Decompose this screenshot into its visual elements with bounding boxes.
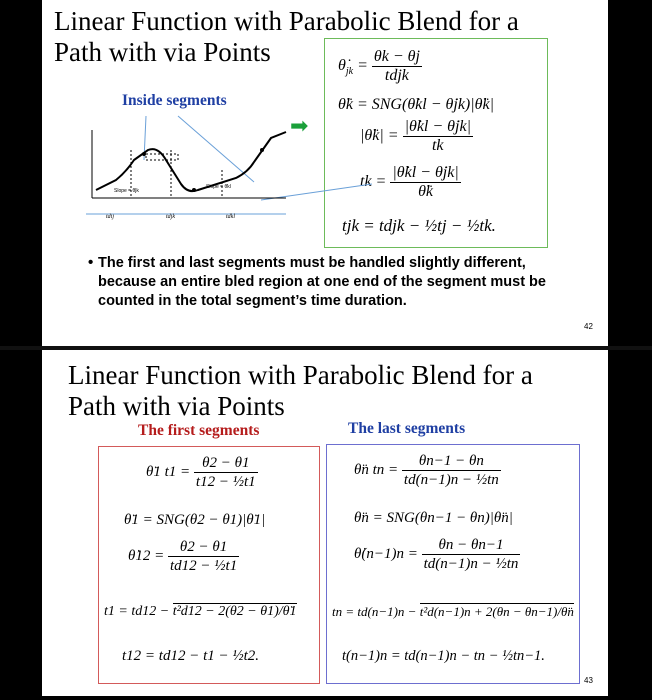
last-eq1-denominator: td(n−1)n − ½tn <box>403 472 499 488</box>
time-label: tdij <box>106 214 115 220</box>
last-eq1-lhs: θ̈n tn = <box>354 461 399 478</box>
via-point <box>260 148 264 152</box>
equation-tjk: tjk = tdjk − ½tj − ½tk. <box>342 216 496 235</box>
slide-43 <box>42 350 608 696</box>
last-eq3-numerator: θn − θn−1 <box>422 536 521 555</box>
via-point <box>192 188 196 192</box>
last-eq1 <box>354 452 501 489</box>
last-eq4-radical: t²d(n−1)n + 2(θn − θn−1)/θ̈n <box>419 604 574 619</box>
bullet-icon: • <box>88 254 94 271</box>
last-eq3 <box>354 536 520 573</box>
inside-segments-label: Inside segments <box>122 92 227 109</box>
last-eq1-numerator: θn−1 − θn <box>402 452 501 471</box>
last-eq4-lhs: tn = td(n−1)n − <box>332 604 417 619</box>
first-eq1-numerator: θ2 − θ1 <box>194 454 258 473</box>
first-eq5: t12 = td12 − t1 − ½t2. <box>122 648 260 664</box>
title-line-2: Path with via Points <box>68 391 285 421</box>
first-eq4 <box>104 604 297 620</box>
eq3-lhs: |θ̈k| = <box>360 127 399 145</box>
slope-right-label: Slope = θ̇kl <box>206 184 231 190</box>
last-eq4 <box>332 604 574 620</box>
last-eq3-lhs: θ̇(n−1)n = <box>354 545 418 562</box>
eq4-lhs: tk = <box>360 173 387 191</box>
first-eq3 <box>128 538 239 575</box>
title-line-2: Path with via Points <box>54 37 271 67</box>
first-eq3-denominator: td12 − ½t1 <box>170 558 238 574</box>
eq4-numerator: |θ̇kl − θ̇jk| <box>392 164 459 181</box>
slope-left-label: Slope = θ̇jk <box>114 188 139 194</box>
time-label: tdkl <box>226 214 235 220</box>
last-eq5: t(n−1)n = td(n−1)n − tn − ½tn−1. <box>342 648 545 664</box>
eq1-numerator: θk − θj <box>373 48 420 65</box>
first-eq1-lhs: θ̈1 t1 = <box>146 463 191 480</box>
eq3-numerator: |θ̇kl − θ̇jk| <box>404 118 471 135</box>
first-eq2: θ̈1 = SNG(θ2 − θ1)|θ̈1| <box>124 512 266 528</box>
first-eq1-denominator: t12 − ½t1 <box>195 474 256 490</box>
time-label: tdjk <box>166 214 175 220</box>
title-line-1: Linear Function with Parabolic Blend for a <box>54 6 519 36</box>
page-number: 42 <box>584 322 593 331</box>
page-number: 43 <box>584 676 593 685</box>
equation-abs-theta-ddot <box>360 118 473 155</box>
last-eq3-denominator: td(n−1)n − ½tn <box>423 556 519 572</box>
last-segments-label: The last segments <box>348 420 466 437</box>
first-eq3-lhs: θ̇12 = <box>128 547 165 564</box>
eq1-denominator: tdjk <box>384 67 409 84</box>
first-eq4-radical: t²d12 − 2(θ2 − θ1)/θ̈1 <box>172 604 297 619</box>
eq4-denominator: θ̈k <box>418 183 434 200</box>
bullet-text: The first and last segments must be handled slightly different, because an entire bled region at one end of the segment must be counted in the total segment’s time duration. <box>98 255 546 309</box>
first-eq4-lhs: t1 = td12 − <box>104 604 170 619</box>
arrow-right-icon: ➡ <box>290 114 309 139</box>
first-eq3-numerator: θ2 − θ1 <box>168 538 239 557</box>
trajectory-curve <box>96 132 286 191</box>
pointer-line <box>178 116 254 182</box>
slide-title <box>68 360 533 422</box>
parabolic-blend-diagram <box>86 110 376 240</box>
title-line-1: Linear Function with Parabolic Blend for a <box>68 360 533 390</box>
last-eq2: θ̈n = SNG(θn−1 − θn)|θ̈n| <box>354 510 513 526</box>
equation-theta-dot-jk: $\thetȧ_{jk}$ = $\frac{\theta k - \theta j}{\text{tdjk}}$ <box>338 48 420 84</box>
first-eq1 <box>146 454 258 491</box>
equation-theta-ddot-k: θ̈k = SNG(θ̇kl − θ̇jk)|θ̈k| <box>338 96 495 113</box>
first-segments-label: The first segments <box>138 422 260 439</box>
eq3-denominator: tk <box>431 137 444 154</box>
via-point <box>142 152 146 156</box>
slide-42 <box>42 0 608 346</box>
